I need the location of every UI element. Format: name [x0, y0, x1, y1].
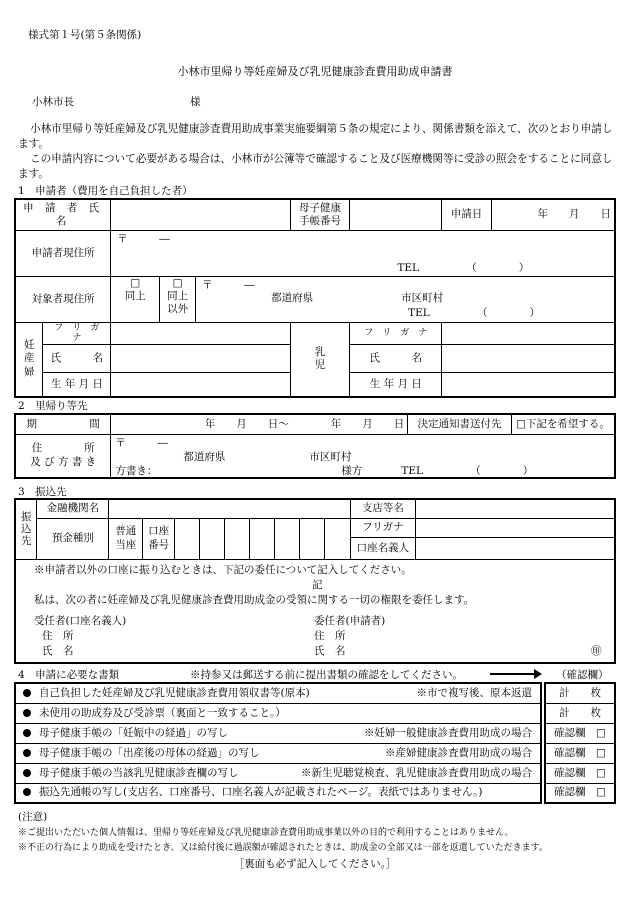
ki-label: 記 [312, 578, 323, 591]
target-address-label: 対象者現住所 [15, 276, 111, 322]
holder-label: 口座名義人 [350, 537, 416, 559]
satogaeri-postal-mark: 〒 ― [115, 436, 168, 449]
applicant-table [14, 198, 616, 398]
confirm-cell[interactable]: 確認欄 □ [545, 763, 615, 783]
section3-heading: 3 振込先 [18, 486, 67, 498]
confirm-row [545, 683, 615, 703]
branch-input[interactable] [416, 499, 615, 518]
account-kind-label: 預金種別 [37, 518, 109, 559]
document-item [15, 763, 541, 783]
ninsanpu-birth-label: 生 年 月 日 [43, 373, 111, 397]
jushin-label: 受任者(口座名義人) [34, 614, 127, 627]
bullet-icon [23, 749, 31, 757]
document-text: 母子健康手帳の「妊娠中の経過」の写し [39, 726, 228, 739]
confirm-heading: （確認欄） [556, 669, 609, 681]
document-item [15, 723, 541, 743]
intro-paragraph-2: この申請内容について必要がある場合は、小林市が公簿等で確認すること及び医療機関等に受診の照会をすることに同意します。 [18, 153, 613, 180]
period-input[interactable]: 年 月 日～ 年 月 日 [111, 414, 408, 434]
confirm-table [544, 682, 616, 804]
account-digit-5[interactable] [274, 518, 299, 559]
document-note: ※妊婦一般健康診査費用助成の場合 [364, 726, 532, 739]
arrow-head-icon [534, 669, 542, 679]
delegation-consent: 私は、次の者に妊産婦及び乳児健康診査費用助成金の受領に関する一切の権限を委任します。 [34, 593, 475, 606]
delegation-area [15, 559, 615, 663]
satogaeri-prefecture: 都道府県 [183, 450, 226, 463]
nyuji-name-label: 氏 名 [350, 345, 442, 373]
document-item [15, 783, 541, 803]
account-digit-7[interactable] [324, 518, 350, 559]
document-note: ※市で複写後、原本返還 [416, 687, 532, 699]
document-note: ※新生児聴覚検査、乳児健康診査費用助成の場合 [301, 766, 532, 779]
ninsanpu-birth-input[interactable] [111, 373, 290, 397]
account-digit-3[interactable] [224, 518, 249, 559]
satogaeri-table [14, 413, 616, 479]
document-text: 自己負担した妊産婦及び乳児健康診査費用領収書等(原本) [39, 686, 310, 699]
ninsanpu-label: 妊 産 婦 [15, 322, 43, 397]
bullet-icon [23, 709, 31, 717]
bank-name-label: 金融機関名 [37, 499, 109, 518]
nyuji-name-input[interactable] [442, 345, 615, 373]
nyuji-birth-input[interactable] [442, 373, 615, 397]
ninsanpu-furigana-label: フ リ ガ ナ [43, 322, 111, 345]
confirm-row [545, 723, 615, 743]
confirm-cell[interactable]: 確認欄 □ [545, 783, 615, 803]
nyuji-furigana-input[interactable] [442, 322, 615, 345]
satogaeri-tel-field[interactable]: TEL （ ） [401, 464, 534, 477]
section4-note: ※持参又は郵送する前に提出書類の確認をしてください。 [190, 669, 463, 681]
document-note: ※産婦健康診査費用助成の場合 [385, 746, 532, 759]
document-row [15, 783, 541, 803]
account-number-label: 口座 番号 [143, 518, 175, 559]
section1-heading: 1 申請者（費用を自己負担した者） [18, 185, 193, 197]
bullet-icon [23, 769, 31, 777]
target-address-input[interactable] [196, 276, 615, 322]
section4-heading: 4 申請に必要な書類 [18, 669, 120, 681]
branch-label: 支店等名 [350, 499, 416, 518]
account-kind-options[interactable]: 普通 当座 [109, 518, 143, 559]
document-item [15, 743, 541, 763]
notify-label: 決定通知書送付先 [408, 414, 512, 434]
ninsanpu-furigana-input[interactable] [111, 322, 290, 345]
tel-field[interactable]: TEL （ ） [397, 261, 530, 274]
boshi-techo-label: 母子健康 手帳番号 [290, 199, 350, 230]
target-postal-mark: 〒 ― [202, 278, 255, 291]
katagaki-label: 方書き： [115, 464, 158, 477]
document-text: 未使用の助成券及び受診票（裏面と一致すること。） [39, 706, 286, 719]
jushin-address-label[interactable]: 住 所 [42, 629, 74, 642]
account-digit-6[interactable] [299, 518, 324, 559]
application-date-input[interactable]: 年 月 日 [491, 199, 615, 230]
addressee: 小林市長 [32, 96, 74, 108]
document-text: 母子健康手帳の「出産後の母体の経過」の写し [39, 746, 260, 759]
holder-furigana-label: フリガナ [350, 518, 416, 537]
confirm-cell[interactable]: 計 枚 [545, 683, 615, 703]
document-row [15, 763, 541, 783]
confirm-row [545, 783, 615, 803]
satogaeri-address-label: 住 所 及 び 方 書 き [15, 434, 111, 478]
application-date-label: 申請日 [442, 199, 492, 230]
confirm-cell[interactable]: 計 枚 [545, 703, 615, 723]
honorific: 様 [190, 96, 201, 108]
account-digit-1[interactable] [175, 518, 200, 559]
applicant-address-input[interactable] [111, 230, 615, 276]
boshi-techo-input[interactable] [350, 199, 442, 230]
bullet-icon [23, 729, 31, 737]
other-address-checkbox[interactable]: □ 同上 以外 [160, 276, 196, 322]
satogaeri-city: 市区町村 [309, 450, 352, 463]
city-label: 市区町村 [401, 291, 444, 304]
applicant-name-input[interactable] [111, 199, 290, 230]
form-number: 様式第１号(第５条関係) [28, 29, 142, 41]
documents-table [14, 682, 542, 804]
document-text: 振込先通帳の写し(支店名、口座番号、口座名義人が記載されたページ。表紙ではありません。) [39, 786, 483, 799]
back-side-note: ［裏面も必ず記入してください。］ [233, 858, 397, 870]
seal-mark: ㊞ [591, 644, 602, 657]
holder-input[interactable] [416, 537, 615, 559]
account-digit-2[interactable] [200, 518, 225, 559]
note-privacy: ※ご提出いただいた個人情報は、里帰り等妊産婦及び乳児健康診査費用助成事業以外の目的で利用することはありません。 [18, 828, 514, 838]
applicant-address-label: 申請者現住所 [15, 230, 111, 276]
inin-name-label[interactable]: 氏 名 [314, 644, 346, 657]
inin-label: 委任者(申請者) [314, 614, 386, 627]
intro-paragraph-1: 小林市里帰り等妊産婦及び乳児健康診査費用助成事業実施要綱第５条の規定により、関係書類を添えて、次のとおり申請します。 [18, 123, 613, 150]
document-item [15, 703, 541, 723]
nyuji-label: 乳 児 [290, 322, 350, 397]
document-row [15, 723, 541, 743]
bullet-icon [23, 788, 31, 796]
section2-heading: 2 里帰り等先 [18, 400, 88, 412]
postal-mark: 〒 ― [117, 232, 170, 245]
samakata-label: 様方 [341, 464, 363, 477]
ninsanpu-name-input[interactable] [111, 345, 290, 373]
same-address-checkbox[interactable]: □ 同上 [111, 276, 160, 322]
document-row [15, 703, 541, 723]
furikomi-label: 振 込 先 [15, 499, 37, 559]
account-digit-4[interactable] [249, 518, 274, 559]
bank-table [14, 498, 616, 664]
prefecture-label: 都道府県 [271, 291, 314, 304]
target-tel-field[interactable]: TEL （ ） [408, 306, 540, 319]
inin-address-label[interactable]: 住 所 [314, 629, 346, 642]
note-refund: ※不正の行為により助成を受けたとき、又は給付後に過誤額が確認されたときは、助成金の全部又は一部を返還していただきます。 [18, 843, 548, 853]
document-row [15, 743, 541, 763]
confirm-cell[interactable]: 確認欄 □ [545, 723, 615, 743]
confirm-cell[interactable]: 確認欄 □ [545, 743, 615, 763]
satogaeri-address-input[interactable] [111, 434, 615, 478]
notes-heading: (注意) [18, 811, 48, 823]
document-row [15, 683, 541, 703]
jushin-name-label[interactable]: 氏 名 [42, 644, 74, 657]
page-title: 小林市里帰り等妊産婦及び乳児健康診査費用助成申請書 [177, 65, 453, 78]
arrow-line [490, 673, 536, 675]
bullet-icon [23, 689, 31, 697]
delegation-note: ※申請者以外の口座に振り込むときは、下記の委任について記入してください。 [34, 563, 412, 576]
period-label: 期 間 [15, 414, 111, 434]
bank-name-input[interactable] [109, 499, 350, 518]
confirm-row [545, 703, 615, 723]
nyuji-furigana-label: フ リ ガ ナ [350, 322, 442, 345]
document-text: 母子健康手帳の当該乳児健康診査欄の写し [39, 766, 239, 779]
notify-checkbox[interactable]: □下記を希望する。 [511, 414, 615, 434]
nyuji-birth-label: 生 年 月 日 [350, 373, 442, 397]
confirm-row [545, 743, 615, 763]
ninsanpu-name-label: 氏 名 [43, 345, 111, 373]
applicant-name-label: 申 請 者 氏 名 [15, 199, 111, 230]
confirm-row [545, 763, 615, 783]
document-item [15, 683, 541, 703]
holder-furigana-input[interactable] [416, 518, 615, 537]
